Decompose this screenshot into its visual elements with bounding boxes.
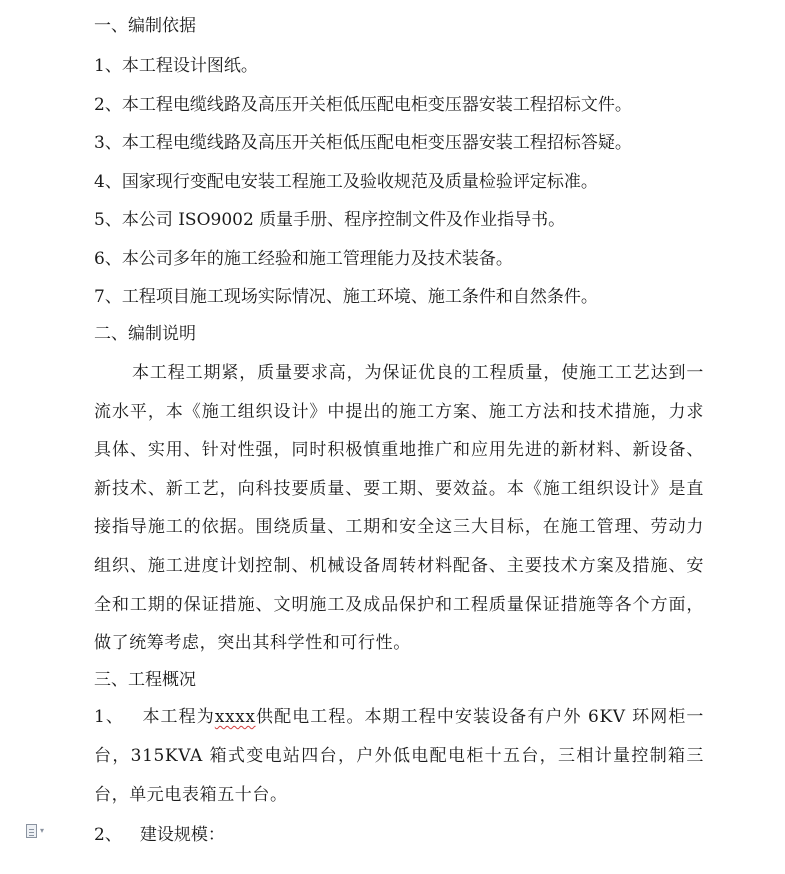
section-heading-basis: 一、编制依据 xyxy=(94,16,196,36)
chevron-down-icon: ▾ xyxy=(40,826,45,835)
project-name-placeholder: xxxx xyxy=(214,707,256,727)
paragraph-layout-button[interactable] xyxy=(26,824,44,838)
basis-item-7: 7、工程项目施工现场实际情况、施工环境、施工条件和自然条件。 xyxy=(94,287,598,307)
section-heading-overview: 三、工程概况 xyxy=(94,670,196,690)
section-heading-explanation: 二、编制说明 xyxy=(94,324,196,344)
overview-item-2 xyxy=(94,825,225,845)
basis-item-2: 2、本工程电缆线路及高压开关柜低压配电柜变压器安装工程招标文件。 xyxy=(94,95,632,115)
overview-item-1-pre: 本工程为 xyxy=(141,707,215,727)
explanation-paragraph: 本工程工期紧，质量要求高，为保证优良的工程质量，使施工工艺达到一流水平，本《施工组织设计》中提出的施工方案、施工方法和技术措施，力求具体、实用、针对性强，同时积极慎重地推广和应用先进的新材料、新设备、新技术、新工艺，向科技要质量、要工期、要效益。本《施工组织设计》是直接指导施工的依据。围绕质量、工期和安全这三大目标，在施工管理、劳动力组织、施工进度计划控制、机械设备周转材料配备、主要技术方案及措施、安全和工期的保证措施、文明施工及成品保护和工程质量保证措施等各个方面，做了统筹考虑，突出其科学性和可行性。 xyxy=(94,363,704,654)
basis-item-3: 3、本工程电缆线路及高压开关柜低压配电柜变压器安装工程招标答疑。 xyxy=(94,133,632,153)
basis-item-1: 1、本工程设计图纸。 xyxy=(94,56,258,76)
basis-item-6: 6、本公司多年的施工经验和施工管理能力及技术装备。 xyxy=(94,249,513,269)
overview-item-1-number: 1、 xyxy=(94,707,124,727)
overview-item-1-body: 供配电工程。本期工程中安装设备有户外 6KV 环网柜一台，315KVA 箱式变电站四台，户外低电配电柜十五台，三相计量控制箱三台，单元电表箱五十台。 xyxy=(94,707,704,805)
document-icon xyxy=(26,824,37,838)
basis-item-4: 4、国家现行变配电安装工程施工及验收规范及质量检验评定标准。 xyxy=(94,172,598,192)
overview-item-2-text: 建设规模： xyxy=(139,825,225,845)
overview-item-1 xyxy=(94,698,704,815)
basis-item-5: 5、本公司 ISO9002 质量手册、程序控制文件及作业指导书。 xyxy=(94,210,566,230)
overview-item-2-number: 2、 xyxy=(94,825,122,845)
